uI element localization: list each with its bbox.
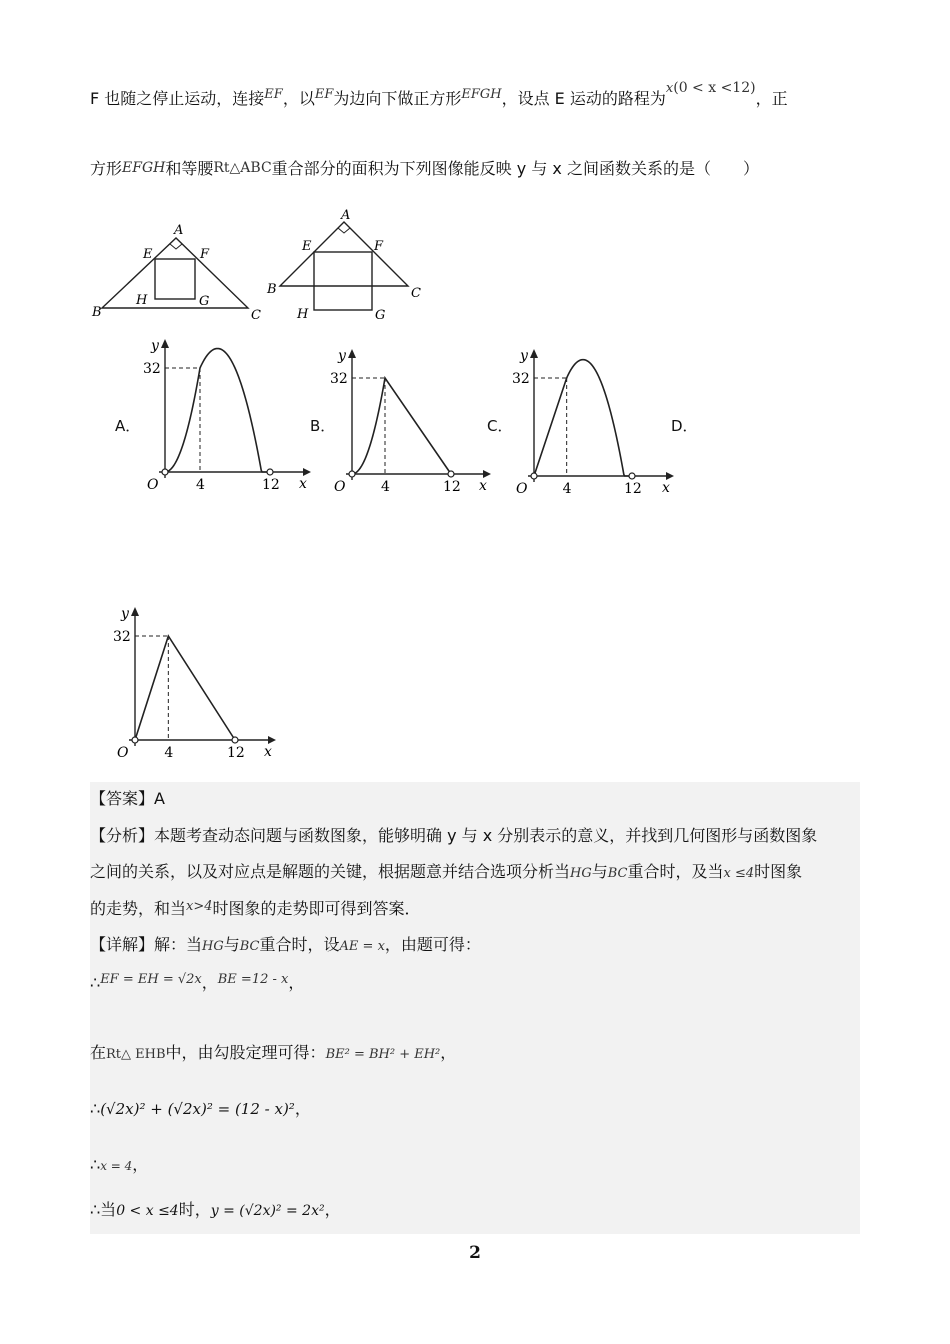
- right-angle-mark: [170, 244, 182, 249]
- math-ef: EF: [264, 87, 283, 102]
- y-axis-label: y: [121, 606, 129, 622]
- x-axis-label: x: [264, 744, 272, 760]
- text: 为边向下做正方形: [333, 89, 462, 108]
- text: 【详解】解：当: [90, 935, 203, 954]
- label-c: C: [251, 308, 261, 323]
- text: 时图象的走势即可得到答案．: [212, 899, 421, 918]
- x-axis-arrow: [268, 736, 276, 744]
- graph-option-a: [140, 336, 315, 496]
- label-b: B: [92, 305, 102, 320]
- label-h: H: [297, 307, 309, 322]
- open-point-end: [232, 737, 238, 743]
- x-axis-label: x: [662, 480, 670, 496]
- y-axis-label: y: [520, 348, 528, 364]
- therefore-symbol: ∴: [90, 973, 101, 992]
- label-a: A: [341, 208, 351, 223]
- x-tick-label: 4: [381, 479, 390, 495]
- label-f: F: [200, 247, 210, 262]
- x-axis-arrow: [666, 472, 674, 480]
- x-tick-label: 12: [624, 481, 642, 496]
- label-f: F: [374, 239, 384, 254]
- label-e: E: [302, 239, 312, 254]
- x-tick-label: 12: [262, 477, 280, 493]
- text: 时图象: [754, 862, 803, 881]
- x-tick-label: 12: [227, 745, 245, 761]
- label-a: A: [174, 223, 184, 238]
- option-a-label: A．: [115, 417, 141, 435]
- math-efgh: EFGH: [461, 87, 502, 102]
- label-c: C: [411, 286, 421, 301]
- triangle-abc: [280, 222, 408, 286]
- y-axis-label: y: [151, 338, 159, 354]
- math-hg: HG: [202, 939, 224, 954]
- right-angle-mark: [338, 228, 350, 233]
- text: 和等腰: [165, 159, 214, 178]
- option-c-label: C．: [487, 417, 513, 435]
- x-tick-label: 4: [196, 477, 205, 493]
- function-curve: [352, 378, 451, 474]
- detail-line: [90, 932, 481, 955]
- math-bc: BC: [239, 939, 260, 954]
- math-x-le-4: x ≤4: [723, 866, 755, 881]
- open-point-origin: [162, 469, 168, 475]
- y-tick-label: 32: [143, 361, 161, 377]
- x-tick-label: 4: [164, 745, 174, 761]
- text: ，: [440, 1043, 457, 1062]
- text: ，由题可得：: [384, 935, 481, 954]
- origin-label: O: [334, 479, 346, 495]
- text: 时，: [178, 1200, 211, 1219]
- geometry-figure-2: [262, 202, 432, 327]
- x-tick-label: 4: [562, 481, 572, 496]
- text: ，: [288, 973, 305, 992]
- math-ae-x: AE = x: [339, 939, 385, 954]
- open-point-end: [629, 473, 635, 479]
- math: Rt△ EHB: [106, 1047, 166, 1062]
- math-ef: EF: [314, 87, 334, 102]
- equation-3: [90, 1096, 311, 1119]
- function-curve: [165, 349, 270, 473]
- open-point-origin: [132, 737, 138, 743]
- page-number: 2: [469, 1243, 481, 1263]
- text: ∴当: [90, 1200, 117, 1219]
- math-bc: BC: [607, 866, 628, 881]
- label-g: G: [199, 294, 210, 309]
- math-efgh: EFGH: [122, 160, 166, 176]
- y-axis-arrow: [348, 349, 356, 358]
- question-line-1: [90, 80, 788, 109]
- graph-option-d: [108, 604, 280, 762]
- answer-panel: [90, 782, 860, 1234]
- y-axis-arrow: [161, 339, 169, 348]
- math-rt-abc: Rt△ABC: [213, 160, 272, 176]
- text: 重合时，设: [259, 935, 340, 954]
- math-x: x: [665, 81, 674, 96]
- origin-label: O: [516, 481, 528, 496]
- text: 在: [90, 1043, 107, 1062]
- function-curve: [534, 360, 632, 476]
- analysis-line-1: 【分析】本题考查动态问题与函数图象，能够明确 y 与 x 分别表示的意义，并找到几何图形与函数图象: [90, 826, 818, 845]
- equation-5: [90, 1197, 341, 1220]
- open-point-end: [448, 471, 454, 477]
- square-efgh: [155, 259, 195, 299]
- x-axis-arrow: [483, 470, 491, 478]
- text: 重合时，及当: [627, 862, 724, 881]
- text: ，: [201, 973, 218, 992]
- option-d-label: D．: [671, 417, 698, 435]
- math-range: (0 < x <12): [673, 80, 756, 96]
- open-point-origin: [531, 473, 537, 479]
- square-efgh: [314, 252, 372, 310]
- math: 0 < x ≤4: [116, 1203, 179, 1219]
- option-b-label: B．: [310, 417, 336, 435]
- text: 与: [591, 862, 608, 881]
- equation-2: [90, 1040, 456, 1063]
- function-curve: [135, 636, 235, 740]
- text: 的走势，和当: [90, 899, 187, 918]
- therefore-symbol: ∴: [90, 1155, 101, 1174]
- text: F 也随之停止运动，连接: [90, 89, 265, 108]
- math-x-gt-4: x>4: [186, 899, 213, 914]
- label-g: G: [375, 308, 386, 323]
- math: BE =12 - x: [217, 972, 289, 987]
- x-axis-arrow: [303, 468, 311, 476]
- equation-1: [90, 970, 304, 993]
- analysis-line-3: [90, 896, 421, 919]
- math: x = 4: [100, 1159, 133, 1173]
- text: ，以: [282, 89, 315, 108]
- analysis-line-2: [90, 859, 802, 882]
- graph-option-c: [508, 346, 678, 496]
- open-point-end: [267, 469, 273, 475]
- x-axis-label: x: [479, 478, 487, 494]
- x-tick-label: 12: [443, 479, 461, 495]
- text: ，设点 E 运动的路程为: [501, 89, 666, 108]
- y-axis-label: y: [338, 348, 346, 364]
- y-axis-arrow: [131, 607, 139, 616]
- label-e: E: [143, 247, 153, 262]
- label-h: H: [136, 293, 148, 308]
- text: ，: [294, 1099, 311, 1118]
- math: (√2x)² + (√2x)² = (12 - x)²: [100, 1100, 295, 1118]
- origin-label: O: [117, 745, 129, 761]
- therefore-symbol: ∴: [90, 1099, 101, 1118]
- geometry-figure-1: [88, 218, 268, 326]
- y-tick-label: 32: [330, 371, 348, 387]
- text: ，: [132, 1155, 149, 1174]
- text: 中，由勾股定理可得：: [165, 1043, 326, 1062]
- question-line-2: [90, 156, 759, 179]
- text: 方形: [90, 159, 123, 178]
- open-point-origin: [349, 471, 355, 477]
- equation-4: [90, 1152, 148, 1175]
- y-axis-arrow: [530, 349, 538, 358]
- text: 重合部分的面积为下列图像能反映 y 与 x 之间函数关系的是（ ）: [271, 159, 759, 178]
- text: ，正: [755, 89, 788, 108]
- answer-line: 【答案】A: [90, 789, 165, 808]
- text: ，: [324, 1200, 341, 1219]
- origin-label: O: [147, 477, 159, 493]
- y-tick-label: 32: [512, 371, 530, 387]
- math-hg: HG: [570, 866, 592, 881]
- label-b: B: [267, 282, 277, 297]
- math: y = (√2x)² = 2x²: [210, 1203, 325, 1219]
- x-axis-label: x: [299, 476, 307, 492]
- math: EF = EH = √2x: [100, 972, 202, 987]
- math: BE² = BH² + EH²: [325, 1047, 441, 1062]
- text: 之间的关系，以及对应点是解题的关键，根据题意并结合选项分析当: [90, 862, 571, 881]
- graph-option-b: [330, 346, 495, 496]
- y-tick-label: 32: [113, 629, 131, 645]
- text: 与: [223, 935, 240, 954]
